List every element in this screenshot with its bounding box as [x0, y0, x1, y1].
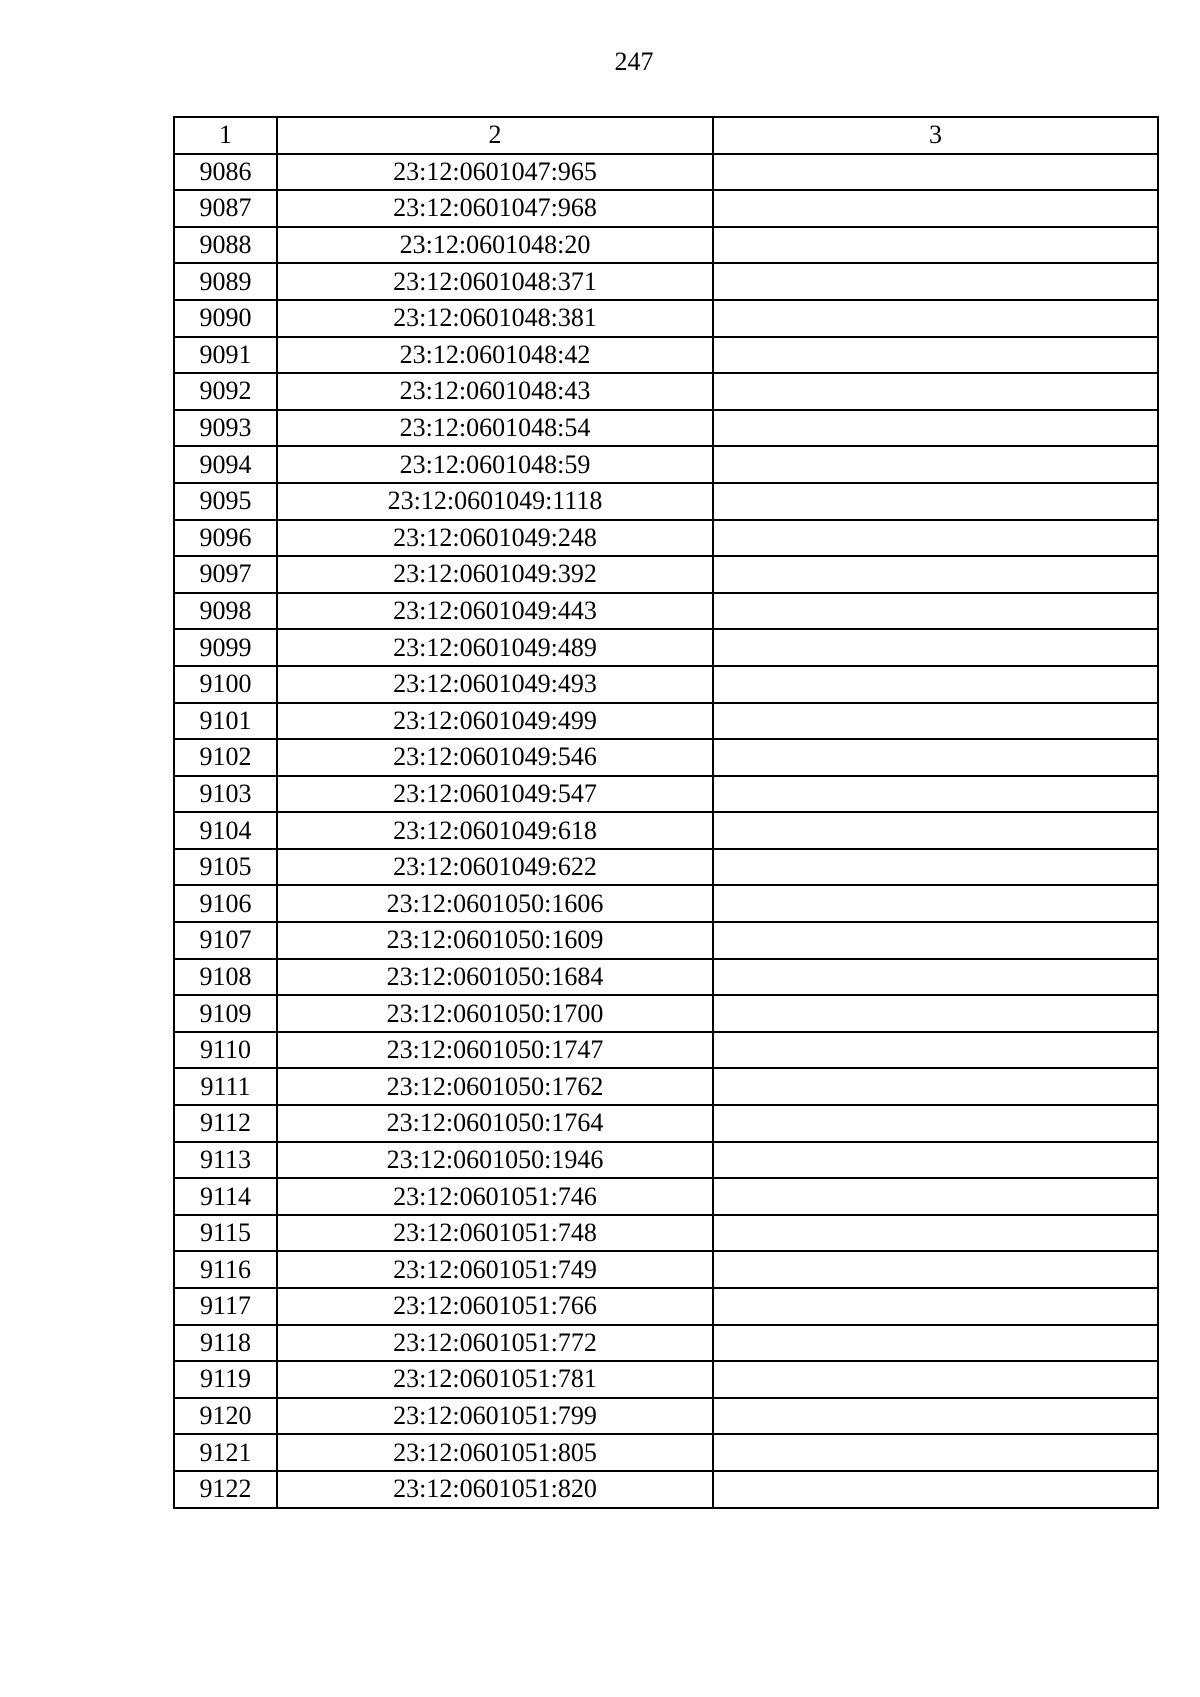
cadastral-number-cell: 23:12:0601049:1118 — [277, 483, 713, 520]
note-cell — [713, 1288, 1158, 1325]
cadastral-number-cell: 23:12:0601051:805 — [277, 1434, 713, 1471]
row-number-cell: 9109 — [174, 995, 277, 1032]
note-cell — [713, 959, 1158, 996]
row-number-cell: 9086 — [174, 154, 277, 191]
cadastral-number-cell: 23:12:0601048:54 — [277, 410, 713, 447]
table-row — [174, 154, 1158, 191]
note-cell — [713, 373, 1158, 410]
cadastral-number-cell: 23:12:0601051:748 — [277, 1215, 713, 1252]
row-number-cell: 9100 — [174, 666, 277, 703]
row-number-cell: 9102 — [174, 739, 277, 776]
note-cell — [713, 812, 1158, 849]
cadastral-number-cell: 23:12:0601050:1946 — [277, 1142, 713, 1179]
cadastral-number-cell: 23:12:0601049:618 — [277, 812, 713, 849]
cadastral-number-cell: 23:12:0601048:59 — [277, 446, 713, 483]
cadastral-number-cell: 23:12:0601048:42 — [277, 337, 713, 374]
column-header-1: 1 — [174, 117, 277, 154]
row-number-cell: 9103 — [174, 776, 277, 813]
note-cell — [713, 739, 1158, 776]
note-cell — [713, 703, 1158, 740]
note-cell — [713, 776, 1158, 813]
table-row — [174, 1032, 1158, 1069]
table-row — [174, 593, 1158, 630]
row-number-cell: 9114 — [174, 1178, 277, 1215]
table-row — [174, 1105, 1158, 1142]
cadastral-number-cell: 23:12:0601049:443 — [277, 593, 713, 630]
note-cell — [713, 995, 1158, 1032]
table-row — [174, 1434, 1158, 1471]
note-cell — [713, 1398, 1158, 1435]
table-row — [174, 739, 1158, 776]
cadastral-number-cell: 23:12:0601051:772 — [277, 1325, 713, 1362]
cadastral-number-cell: 23:12:0601050:1762 — [277, 1068, 713, 1105]
cadastral-number-cell: 23:12:0601050:1606 — [277, 885, 713, 922]
table-body — [174, 154, 1158, 1508]
row-number-cell: 9113 — [174, 1142, 277, 1179]
row-number-cell: 9121 — [174, 1434, 277, 1471]
table-row — [174, 556, 1158, 593]
table-row — [174, 995, 1158, 1032]
cadastral-number-cell: 23:12:0601049:489 — [277, 629, 713, 666]
note-cell — [713, 1325, 1158, 1362]
cadastral-number-cell: 23:12:0601049:493 — [277, 666, 713, 703]
row-number-cell: 9105 — [174, 849, 277, 886]
row-number-cell: 9106 — [174, 885, 277, 922]
cadastral-number-cell: 23:12:0601050:1747 — [277, 1032, 713, 1069]
note-cell — [713, 1178, 1158, 1215]
cadastral-number-cell: 23:12:0601050:1609 — [277, 922, 713, 959]
cadastral-number-cell: 23:12:0601048:371 — [277, 263, 713, 300]
table-row — [174, 666, 1158, 703]
note-cell — [713, 1434, 1158, 1471]
row-number-cell: 9097 — [174, 556, 277, 593]
table-row — [174, 300, 1158, 337]
cadastral-number-cell: 23:12:0601050:1684 — [277, 959, 713, 996]
note-cell — [713, 1471, 1158, 1508]
row-number-cell: 9108 — [174, 959, 277, 996]
cadastral-number-cell: 23:12:0601049:248 — [277, 520, 713, 557]
column-header-3: 3 — [713, 117, 1158, 154]
row-number-cell: 9094 — [174, 446, 277, 483]
table-row — [174, 812, 1158, 849]
table-row — [174, 1251, 1158, 1288]
registry-table — [173, 116, 1159, 1509]
note-cell — [713, 922, 1158, 959]
row-number-cell: 9118 — [174, 1325, 277, 1362]
note-cell — [713, 629, 1158, 666]
row-number-cell: 9092 — [174, 373, 277, 410]
table-row — [174, 1361, 1158, 1398]
note-cell — [713, 593, 1158, 630]
note-cell — [713, 154, 1158, 191]
table-row — [174, 446, 1158, 483]
row-number-cell: 9101 — [174, 703, 277, 740]
table-row — [174, 1178, 1158, 1215]
table-row — [174, 1215, 1158, 1252]
note-cell — [713, 1215, 1158, 1252]
note-cell — [713, 885, 1158, 922]
note-cell — [713, 190, 1158, 227]
row-number-cell: 9096 — [174, 520, 277, 557]
table-row — [174, 959, 1158, 996]
row-number-cell: 9099 — [174, 629, 277, 666]
table-row — [174, 703, 1158, 740]
note-cell — [713, 666, 1158, 703]
row-number-cell: 9111 — [174, 1068, 277, 1105]
table-row — [174, 263, 1158, 300]
table-row — [174, 1325, 1158, 1362]
row-number-cell: 9093 — [174, 410, 277, 447]
row-number-cell: 9107 — [174, 922, 277, 959]
cadastral-number-cell: 23:12:0601047:965 — [277, 154, 713, 191]
cadastral-number-cell: 23:12:0601050:1700 — [277, 995, 713, 1032]
table-row — [174, 410, 1158, 447]
row-number-cell: 9089 — [174, 263, 277, 300]
note-cell — [713, 446, 1158, 483]
cadastral-number-cell: 23:12:0601047:968 — [277, 190, 713, 227]
table-header — [174, 117, 1158, 154]
row-number-cell: 9119 — [174, 1361, 277, 1398]
note-cell — [713, 483, 1158, 520]
note-cell — [713, 1068, 1158, 1105]
row-number-cell: 9088 — [174, 227, 277, 264]
cadastral-number-cell: 23:12:0601051:766 — [277, 1288, 713, 1325]
table-row — [174, 1288, 1158, 1325]
note-cell — [713, 520, 1158, 557]
row-number-cell: 9091 — [174, 337, 277, 374]
note-cell — [713, 849, 1158, 886]
cadastral-number-cell: 23:12:0601051:820 — [277, 1471, 713, 1508]
cadastral-number-cell: 23:12:0601049:546 — [277, 739, 713, 776]
note-cell — [713, 263, 1158, 300]
row-number-cell: 9117 — [174, 1288, 277, 1325]
cadastral-number-cell: 23:12:0601049:622 — [277, 849, 713, 886]
cadastral-number-cell: 23:12:0601051:749 — [277, 1251, 713, 1288]
table-row — [174, 1068, 1158, 1105]
cadastral-number-cell: 23:12:0601051:781 — [277, 1361, 713, 1398]
row-number-cell: 9122 — [174, 1471, 277, 1508]
table-row — [174, 885, 1158, 922]
table-row — [174, 520, 1158, 557]
row-number-cell: 9115 — [174, 1215, 277, 1252]
table-row — [174, 849, 1158, 886]
row-number-cell: 9095 — [174, 483, 277, 520]
row-number-cell: 9087 — [174, 190, 277, 227]
header-row — [174, 117, 1158, 154]
note-cell — [713, 300, 1158, 337]
table-row — [174, 227, 1158, 264]
cadastral-number-cell: 23:12:0601051:799 — [277, 1398, 713, 1435]
note-cell — [713, 1032, 1158, 1069]
note-cell — [713, 410, 1158, 447]
column-header-2: 2 — [277, 117, 713, 154]
cadastral-number-cell: 23:12:0601051:746 — [277, 1178, 713, 1215]
table-row — [174, 190, 1158, 227]
note-cell — [713, 1251, 1158, 1288]
table-row — [174, 629, 1158, 666]
table-row — [174, 922, 1158, 959]
cadastral-number-cell: 23:12:0601048:381 — [277, 300, 713, 337]
row-number-cell: 9120 — [174, 1398, 277, 1435]
row-number-cell: 9116 — [174, 1251, 277, 1288]
cadastral-number-cell: 23:12:0601049:499 — [277, 703, 713, 740]
note-cell — [713, 556, 1158, 593]
row-number-cell: 9090 — [174, 300, 277, 337]
page-number: 247 — [614, 47, 654, 76]
table-row — [174, 483, 1158, 520]
table-row — [174, 776, 1158, 813]
cadastral-number-cell: 23:12:0601050:1764 — [277, 1105, 713, 1142]
note-cell — [713, 227, 1158, 264]
row-number-cell: 9112 — [174, 1105, 277, 1142]
cadastral-number-cell: 23:12:0601048:20 — [277, 227, 713, 264]
row-number-cell: 9098 — [174, 593, 277, 630]
table-row — [174, 1471, 1158, 1508]
cadastral-number-cell: 23:12:0601049:392 — [277, 556, 713, 593]
row-number-cell: 9110 — [174, 1032, 277, 1069]
table-row — [174, 1142, 1158, 1179]
row-number-cell: 9104 — [174, 812, 277, 849]
note-cell — [713, 337, 1158, 374]
cadastral-number-cell: 23:12:0601048:43 — [277, 373, 713, 410]
note-cell — [713, 1142, 1158, 1179]
cadastral-number-cell: 23:12:0601049:547 — [277, 776, 713, 813]
note-cell — [713, 1105, 1158, 1142]
table-row — [174, 373, 1158, 410]
table-row — [174, 1398, 1158, 1435]
table-row — [174, 337, 1158, 374]
note-cell — [713, 1361, 1158, 1398]
